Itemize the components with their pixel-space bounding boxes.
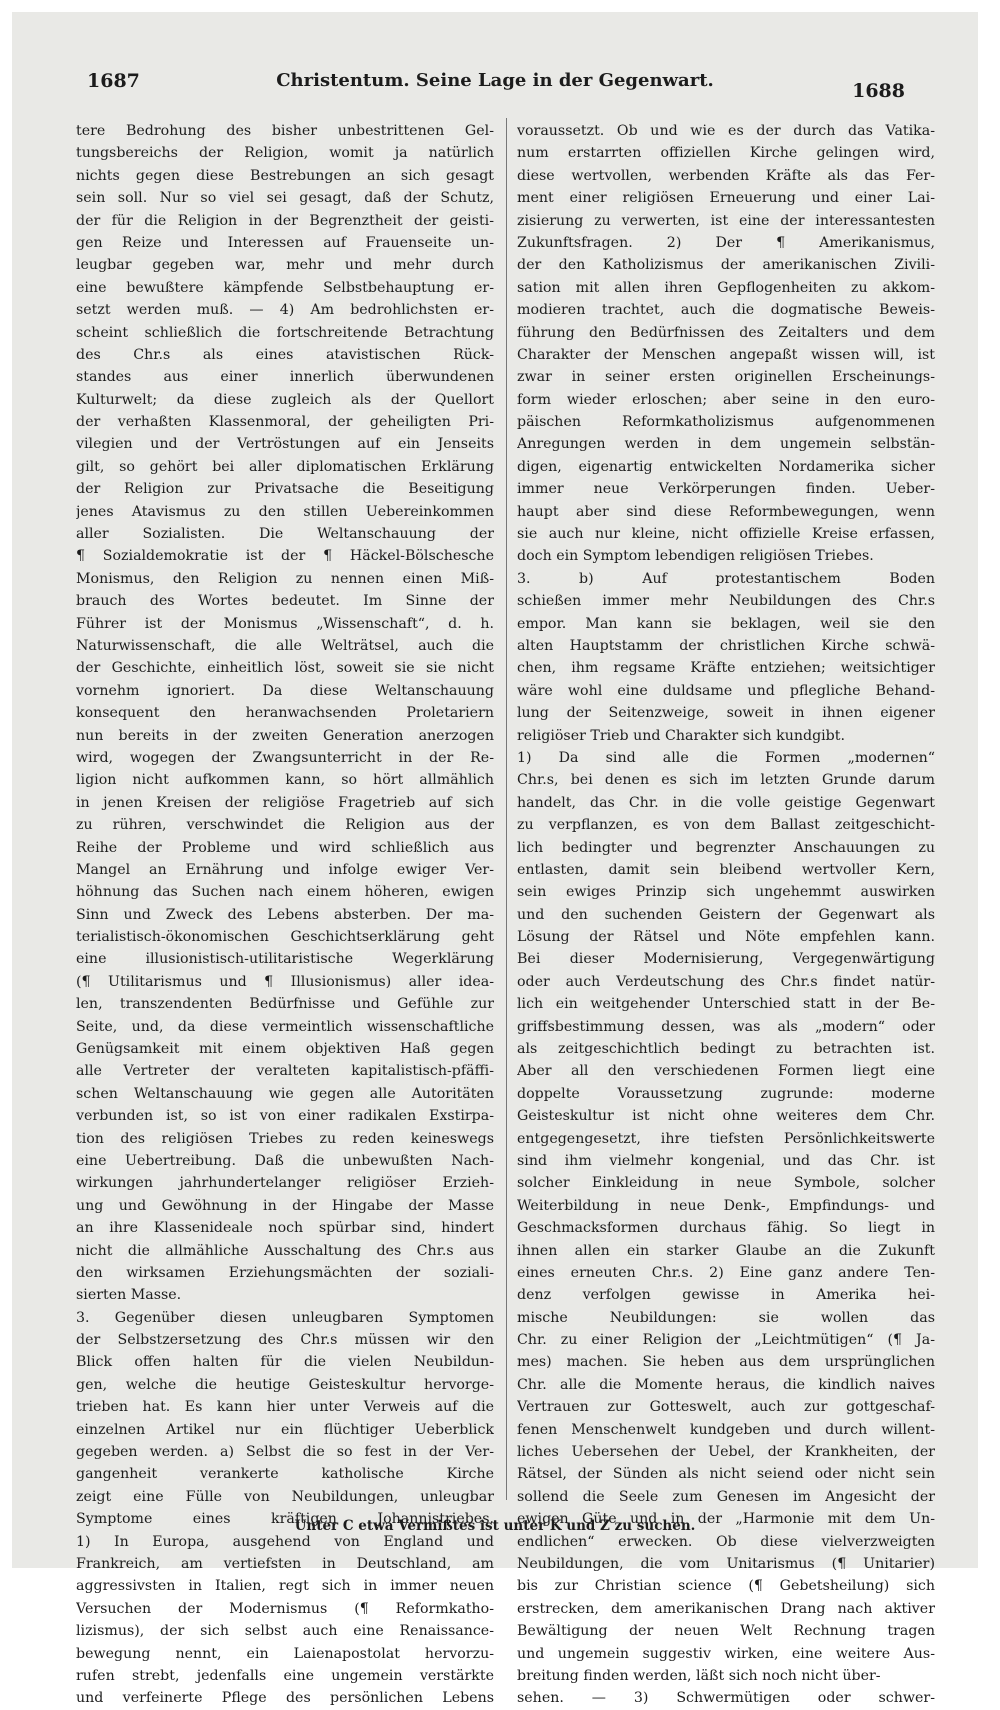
text-line: empor. Man kann sie beklagen, weil sie den <box>517 615 935 632</box>
text-line: Chr.s, bei denen es sich im letzten Grunde darum <box>517 772 935 789</box>
text-line: schen Weltanschauung wie gegen alle Autoritäten <box>76 1085 494 1102</box>
text-line: Führer ist der Monismus „Wissenschaft“, d. h. <box>76 615 494 632</box>
text-line: sind ihm vielmehr kongenial, und das Chr. ist <box>517 1152 935 1169</box>
text-line: wäre wohl eine duldsame und pflegliche Behand- <box>517 682 935 699</box>
text-line: des Chr.s als eines atavistischen Rück- <box>76 346 494 363</box>
text-line: eine illusionistisch-utilitaristische Wegerklärung <box>76 951 494 968</box>
text-line: Charakter der Menschen angepaßt wissen will, ist <box>517 346 935 363</box>
text-line: sein soll. Nur so viel sei gesagt, daß der Schutz, <box>76 190 494 207</box>
text-line: tungsbereichs der Religion, womit ja natürlich <box>76 145 494 162</box>
text-line: mische Neubildungen: sie wollen das <box>517 1309 935 1326</box>
text-line: Geisteskultur ist nicht ohne weiteres dem Chr. <box>517 1108 935 1125</box>
text-line: nicht die allmähliche Ausschaltung des Chr.s aus <box>76 1242 494 1259</box>
text-line: Naturwissenschaft, die alle Welträtsel, auch die <box>76 637 494 654</box>
text-line: sollend die Seele zum Genesen im Angesicht der <box>517 1488 935 1505</box>
text-line: gen, welche die heutige Geisteskultur hervorge- <box>76 1376 494 1393</box>
text-line: alle Vertreter der veralteten kapitalistisch-pfäffi- <box>76 1063 494 1080</box>
text-line: ment einer religiösen Erneuerung und einer Lai- <box>517 190 935 207</box>
text-line: vilegien und der Vertröstungen auf ein Jenseits <box>76 436 494 453</box>
text-column-right <box>517 120 935 1710</box>
text-line: eine Uebertreibung. Daß die unbewußten Nach- <box>76 1152 494 1169</box>
text-line: 1) Da sind alle die Formen „modernen“ <box>517 749 935 766</box>
text-line: lich ein weitgehender Unterschied statt in der Be- <box>517 996 935 1013</box>
text-line: päischen Reformkatholizismus aufgenommenen <box>517 414 935 431</box>
text-line: gangenheit verankerte katholische Kirche <box>76 1466 494 1483</box>
text-line: (¶ Utilitarismus und ¶ Illusionismus) aller idea- <box>76 973 494 990</box>
text-line: entlasten, damit sein bleibend wertvoller Kern, <box>517 861 935 878</box>
text-line: schießen immer mehr Neubildungen des Chr.s <box>517 593 935 610</box>
text-line: der Religion zur Privatsache die Beseitigung <box>76 481 494 498</box>
page-footer-note: Unter C etwa Vermißtes ist unter K und Z zu suchen. <box>294 1518 696 1534</box>
text-line: eine bewußtere kämpfende Selbstbehauptung er- <box>76 279 494 296</box>
text-line: Seite, und, da diese vermeintlich wissenschaftliche <box>76 1018 494 1035</box>
page-number-left: 1687 <box>87 70 140 92</box>
text-line: Mangel an Ernährung und infolge ewiger Ver- <box>76 861 494 878</box>
text-line: religiöser Trieb und Charakter sich kundgibt. <box>517 727 845 744</box>
text-line: 1) In Europa, ausgehend von England und <box>76 1533 494 1550</box>
text-line: und verfeinerte Pflege des persönlichen Lebens <box>76 1690 494 1707</box>
text-line: Reihe der Probleme und wird schließlich aus <box>76 839 494 856</box>
text-line: doch ein Symptom lebendigen religiösen Triebes. <box>517 548 874 565</box>
text-line: immer neue Verkörperungen finden. Ueber- <box>517 481 935 498</box>
text-line: digen, eigenartig entwickelten Nordamerika sicher <box>517 458 935 475</box>
text-line: sie auch nur kleine, nicht offizielle Kreise erfassen, <box>517 526 935 543</box>
text-line: chen, ihm regsame Kräfte entziehen; weitsichtiger <box>517 660 935 677</box>
text-line: Vertrauen zur Gotteswelt, auch zur gottgeschaf- <box>517 1399 935 1416</box>
text-line: verbunden ist, so ist von einer radikalen Exstirpa- <box>76 1108 494 1125</box>
text-line: und den suchenden Geistern der Gegenwart als <box>517 906 935 923</box>
text-line: Symptome eines kräftigen Johannistriebes. <box>76 1511 494 1528</box>
text-line: Monismus, den Religion zu nennen einen Miß- <box>76 570 494 587</box>
text-line: ¶ Sozialdemokratie ist der ¶ Häckel-Bölschesche <box>76 548 494 565</box>
running-header <box>12 52 978 100</box>
text-line: sehen. — 3) Schwermütigen oder schwer- <box>517 1690 935 1707</box>
text-line: Genügsamkeit mit einem objektiven Haß gegen <box>76 1041 494 1058</box>
text-line: vornehm ignoriert. Da diese Weltanschauung <box>76 682 494 699</box>
text-line: brauch des Wortes bedeutet. Im Sinne der <box>76 593 494 610</box>
text-line: handelt, das Chr. in die volle geistige Gegenwart <box>517 794 935 811</box>
text-line: gilt, so gehört bei aller diplomatischen Erklärung <box>76 458 494 475</box>
text-line: Aber all den verschiedenen Formen liegt eine <box>517 1063 935 1080</box>
text-line: der Selbstzersetzung des Chr.s müssen wir den <box>76 1332 494 1349</box>
text-line: griffsbestimmung dessen, was als „modern“ oder <box>517 1018 935 1035</box>
text-line: aller Sozialisten. Die Weltanschauung der <box>76 526 494 543</box>
text-line: 3. b) Auf protestantischem Boden <box>517 570 935 587</box>
text-line: Bewältigung der neuen Welt Rechnung tragen <box>517 1623 935 1640</box>
text-line: oder auch Verdeutschung des Chr.s findet natür- <box>517 973 935 990</box>
scanned-page <box>12 12 978 1707</box>
text-line: fenen Menschenwelt kundgeben und durch willent- <box>517 1421 935 1438</box>
text-line: trieben hat. Es kann hier unter Verweis auf die <box>76 1399 494 1416</box>
text-line: Chr. alle die Momente heraus, die kindlich naives <box>517 1376 935 1393</box>
text-line: num erstarrten offiziellen Kirche gelingen wird, <box>517 145 935 162</box>
text-line: ihnen allen ein starker Glaube an die Zukunft <box>517 1242 935 1259</box>
text-line: und ungemein suggestiv wirken, eine weitere Aus- <box>517 1645 935 1662</box>
text-line: sein ewiges Prinzip sich ungehemmt auswirken <box>517 884 935 901</box>
text-line: wirkungen jahrhundertelanger religiöser Erzieh- <box>76 1175 494 1192</box>
text-line: jenes Atavismus zu den stillen Uebereinkommen <box>76 503 494 520</box>
running-title: Christentum. Seine Lage in der Gegenwart. <box>276 70 714 91</box>
text-line: Kulturwelt; da diese zugleich als der Quellort <box>76 391 494 408</box>
text-line: lich bedingter und begrenzter Anschauungen zu <box>517 839 935 856</box>
text-line: Rätsel, der Sünden als nicht seiend oder nicht sein <box>517 1466 935 1483</box>
text-line: liches Uebersehen der Uebel, der Krankheiten, der <box>517 1444 935 1461</box>
text-line: eines erneuten Chr.s. 2) Eine ganz andere Ten- <box>517 1264 935 1281</box>
text-line: erstrecken, dem amerikanischen Drang nach aktiver <box>517 1600 935 1617</box>
text-line: zwar in seiner ersten originellen Erscheinungs- <box>517 369 935 386</box>
text-line: konsequent den heranwachsenden Proletariern <box>76 705 494 722</box>
text-line: setzt werden muß. — 4) Am bedrohlichsten er- <box>76 302 494 319</box>
text-line: lizismus), der sich selbst auch eine Renaissance- <box>76 1623 494 1640</box>
page-number-right: 1688 <box>852 80 905 102</box>
text-line: endlichen“ erwecken. Ob diese vielverzweigten <box>517 1533 935 1550</box>
text-line: Bei dieser Modernisierung, Vergegenwärtigung <box>517 951 935 968</box>
text-line: 3. Gegenüber diesen unleugbaren Symptomen <box>76 1309 494 1326</box>
text-line: Frankreich, am vertiefsten in Deutschland, am <box>76 1556 494 1572</box>
text-line: führung den Bedürfnissen des Zeitalters und dem <box>517 324 935 341</box>
text-line: entgegengesetzt, ihre tiefsten Persönlichkeitswerte <box>517 1130 935 1147</box>
text-line: bis zur Christian science (¶ Gebetsheilung) sich <box>517 1578 935 1595</box>
text-line: denz verfolgen gewisse in Amerika hei- <box>517 1287 935 1304</box>
text-line: sierten Masse. <box>76 1287 182 1304</box>
text-line: gen Reize und Interessen auf Frauenseite un- <box>76 234 494 251</box>
text-line: rufen strebt, jedenfalls eine ungemein verstärkte <box>76 1667 494 1684</box>
text-line: mes) machen. Sie heben aus dem ursprünglichen <box>517 1354 935 1371</box>
text-line: Blick offen halten für die vielen Neubildun- <box>76 1354 494 1371</box>
text-line: Weiterbildung in neue Denk-, Empfindungs- und <box>517 1197 935 1214</box>
text-line: tere Bedrohung des bisher unbestrittenen Gel- <box>76 123 494 139</box>
text-line: der den Katholizismus der amerikanischen Zivili- <box>517 257 935 274</box>
text-line: Lösung der Rätsel und Nöte empfehlen kann. <box>517 929 935 946</box>
text-line: zu verpflanzen, es von dem Ballast zeitgeschicht- <box>517 817 935 834</box>
text-line: solcher Einkleidung in neue Symbole, solcher <box>517 1175 935 1192</box>
text-line: einzelnen Artikel nur ein flüchtiger Ueberblick <box>76 1421 494 1438</box>
text-line: als zeitgeschichtlich bedingt zu betrachten ist. <box>517 1041 935 1058</box>
text-line: Geschmacksformen durchaus fähig. So liegt in <box>517 1220 935 1237</box>
text-line: scheint schließlich die fortschreitende Betrachtung <box>76 324 494 341</box>
text-line: voraussetzt. Ob und wie es der durch das Vatika- <box>517 123 935 139</box>
text-line: höhnung das Suchen nach einem höheren, ewigen <box>76 884 494 901</box>
text-line: nichts gegen diese Bestrebungen an sich gesagt <box>76 167 494 184</box>
text-line: nun bereits in der zweiten Generation anerzogen <box>76 727 494 744</box>
text-line: Chr. zu einer Religion der „Leichtmütigen“ (¶ Ja- <box>517 1332 935 1349</box>
text-line: zu rühren, verschwindet die Religion aus der <box>76 817 494 834</box>
text-line: aggressivsten in Italien, regt sich in immer neuen <box>76 1578 494 1595</box>
text-line: an ihre Klassenideale noch spürbar sind, hindert <box>76 1220 494 1237</box>
text-line: diese wertvollen, werbenden Kräfte als das Fer- <box>517 167 935 184</box>
text-line: Neubildungen, die vom Unitarismus (¶ Unitarier) <box>517 1556 935 1572</box>
text-line: Versuchen der Modernismus (¶ Reformkatho- <box>76 1600 494 1617</box>
text-line: form wieder erloschen; aber seine in den euro- <box>517 391 935 408</box>
text-line: lung der Seitenzweige, soweit in ihnen eigener <box>517 705 935 722</box>
text-line: leugbar gegeben war, mehr und mehr durch <box>76 257 494 274</box>
text-line: Zukunftsfragen. 2) Der ¶ Amerikanismus, <box>517 234 935 251</box>
text-line: haupt aber sind diese Reformbewegungen, wenn <box>517 503 935 520</box>
text-line: ligion nicht aufkommen kann, so hört allmählich <box>76 772 494 789</box>
text-line: bewegung nennt, ein Laienapostolat hervorzu- <box>76 1645 494 1662</box>
text-column-left <box>76 120 494 1710</box>
text-line: zisierung zu verwerten, ist eine der interessantesten <box>517 212 935 229</box>
text-line: der Geschichte, einheitlich löst, soweit sie sie nicht <box>76 660 494 677</box>
text-line: sation mit allen ihren Gepflogenheiten zu akkom- <box>517 279 935 296</box>
text-line: doppelte Voraussetzung zugrunde: moderne <box>517 1085 935 1102</box>
text-line: der verhaßten Klassenmoral, der geheiligten Pri- <box>76 414 494 431</box>
text-line: Sinn und Zweck des Lebens absterben. Der ma- <box>76 906 494 923</box>
text-line: zeigt eine Fülle von Neubildungen, unleugbar <box>76 1488 494 1505</box>
text-line: alten Hauptstamm der christlichen Kirche schwä- <box>517 637 935 654</box>
text-line: Anregungen werden in dem ungemein selbstän- <box>517 436 935 453</box>
text-line: ewigen Güte und in der „Harmonie mit dem Un- <box>517 1511 935 1528</box>
text-line: gegeben werden. a) Selbst die so fest in der Ver- <box>76 1444 494 1461</box>
text-line: tion des religiösen Triebes zu reden keineswegs <box>76 1130 494 1147</box>
text-line: len, transzendenten Bedürfnisse und Gefühle zur <box>76 996 494 1013</box>
text-line: in jenen Kreisen der religiöse Fragetrieb auf sich <box>76 794 494 811</box>
column-divider <box>506 118 507 1500</box>
text-line: terialistisch-ökonomischen Geschichtserklärung geht <box>76 929 494 946</box>
text-line: der für die Religion in der Begrenztheit der geisti- <box>76 212 494 229</box>
text-line: den wirksamen Erziehungsmächten der soziali- <box>76 1264 494 1281</box>
text-line: breitung finden werden, läßt sich noch nicht über- <box>517 1667 881 1684</box>
text-line: modieren trachtet, auch die dogmatische Beweis- <box>517 302 935 319</box>
text-line: standes aus einer innerlich überwundenen <box>76 369 494 386</box>
text-line: wird, wogegen der Zwangsunterricht in der Re- <box>76 749 494 766</box>
text-line: ung und Gewöhnung in der Hingabe der Masse <box>76 1197 494 1214</box>
